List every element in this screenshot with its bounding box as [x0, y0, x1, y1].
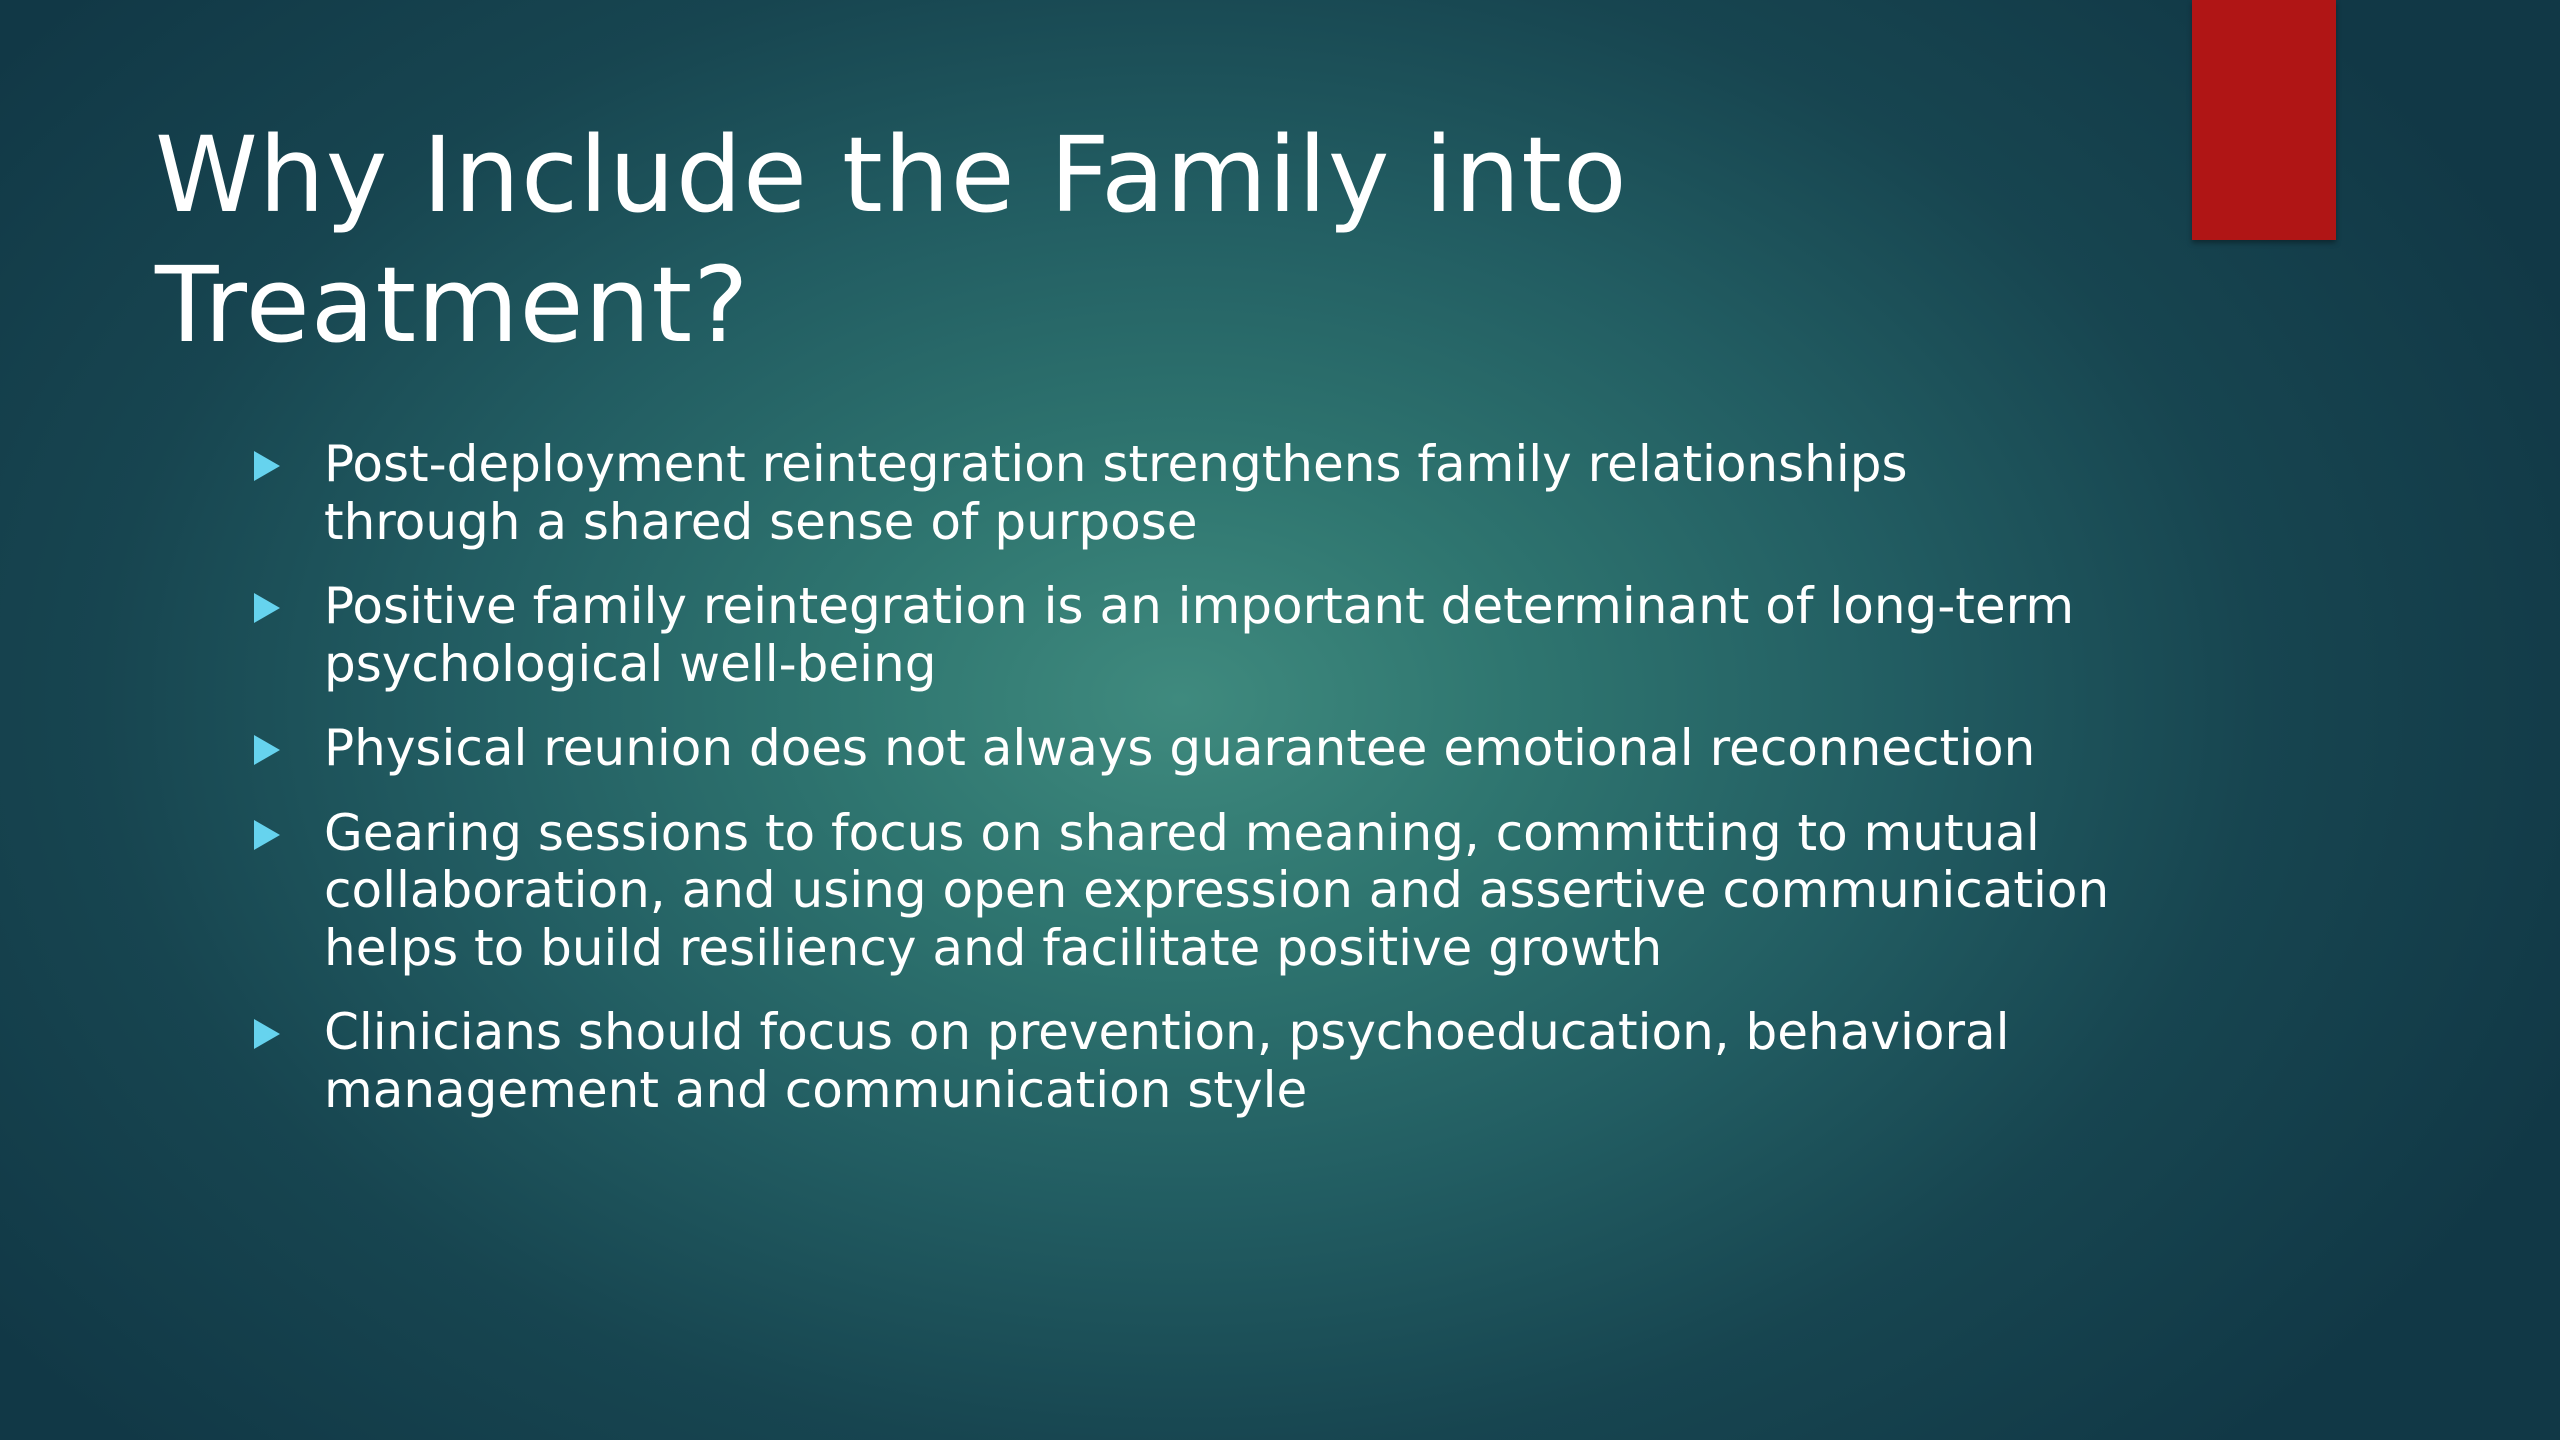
- triangle-arrow-right-icon: [254, 593, 280, 623]
- bullet-list: [250, 436, 2110, 1146]
- slide-title: Why Include the Family into Treatment?: [155, 114, 1628, 366]
- bullet-item: [250, 1004, 2110, 1119]
- bullet-text: Clinicians should focus on prevention, psychoeducation, behavioral management and communication style: [324, 1003, 2010, 1119]
- triangle-arrow-right-icon: [254, 735, 280, 765]
- bullet-text: Positive family reintegration is an important determinant of long-term psychological well-being: [324, 577, 2075, 693]
- bullet-text: Physical reunion does not always guarantee emotional reconnection: [324, 719, 2036, 777]
- triangle-arrow-right-icon: [254, 451, 280, 481]
- bullet-text: Post-deployment reintegration strengthens family relationships through a shared sense of purpose: [324, 435, 1908, 551]
- bullet-text: Gearing sessions to focus on shared meaning, committing to mutual collaboration, and using open expression and assertive communication helps to build resiliency and facilitate positive growth: [324, 803, 2110, 977]
- bullet-item: [250, 436, 2110, 551]
- bullet-item: [250, 805, 2110, 978]
- triangle-arrow-right-icon: [254, 1019, 280, 1049]
- accent-bar: [2192, 0, 2336, 240]
- triangle-arrow-right-icon: [254, 820, 280, 850]
- bullet-item: [250, 578, 2110, 693]
- bullet-item: [250, 720, 2110, 778]
